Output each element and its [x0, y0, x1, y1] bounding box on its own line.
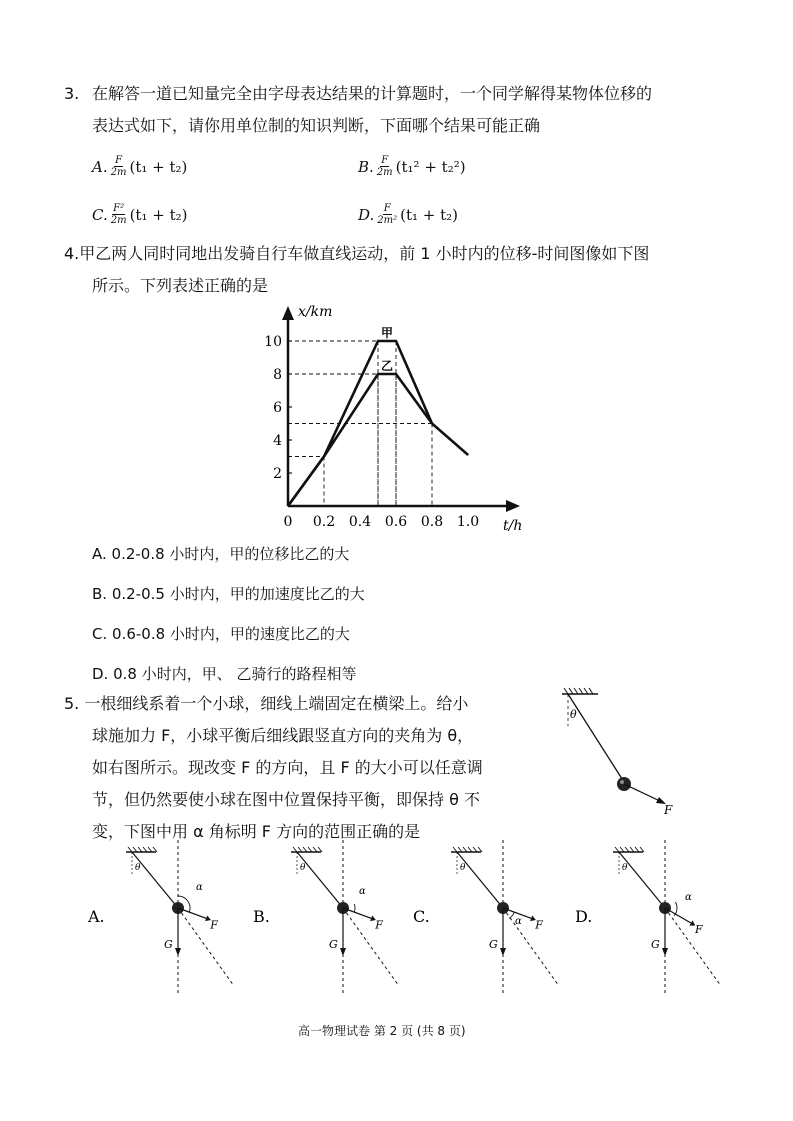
alpha-label: α: [196, 882, 203, 893]
alpha-arc: [509, 912, 514, 918]
page-footer: 高一物理试卷 第 2 页 (共 8 页): [298, 1024, 466, 1038]
string-line: [297, 852, 343, 908]
force-label: F: [694, 923, 703, 936]
option-diagram-a: [88, 840, 234, 996]
ceiling-hatch-icon: [291, 847, 322, 852]
q5-stem-line4: 节，但仍然要使小球在图中位置保持平衡，即保持 θ 不: [92, 790, 480, 809]
gravity-label: G: [329, 938, 338, 951]
series-point-2: [395, 373, 396, 374]
q4-option-a: A. 0.2-0.8 小时内，甲的位移比乙的大: [92, 545, 350, 563]
q5-option-diagrams: [88, 838, 748, 998]
x-tick-label: 0: [283, 514, 293, 530]
x-axis-label: t/h: [503, 518, 523, 534]
q3-stem-line2: 表达式如下，请你用单位制的知识判断，下面哪个结果可能正确: [92, 116, 541, 135]
q5-stem-line5: 变，下图中用 α 角标明 F 方向的范围正确的是: [92, 822, 421, 841]
series-name-1: 甲: [380, 326, 394, 340]
theta-label: θ: [135, 863, 141, 873]
y-tick-label: 2: [273, 466, 282, 482]
y-tick-label: 4: [273, 433, 282, 449]
gravity-label: G: [489, 938, 498, 951]
q3-option-a: A. $\frac{F}{2m}$ (t₁ + t₂): [92, 155, 188, 178]
gravity-label: G: [164, 938, 173, 951]
gravity-arrowhead: [662, 948, 668, 956]
q5-stem-line2: 球施加力 F，小球平衡后细线跟竖直方向的夹角为 θ，: [92, 726, 474, 745]
force-label: F: [535, 918, 543, 932]
x-axis-arrow: [506, 500, 520, 512]
q4-option-c: C. 0.6-0.8 小时内，甲的速度比乙的大: [92, 625, 350, 643]
alpha-label: α: [685, 892, 692, 903]
theta-label: θ: [460, 863, 466, 873]
chart-axes: [282, 306, 520, 512]
option-letter: A.: [88, 907, 105, 926]
gravity-arrowhead: [340, 948, 346, 956]
theta-label: θ: [300, 863, 306, 873]
series-point-1: [395, 340, 396, 341]
ceiling-hatch-icon: [126, 847, 157, 852]
force-arrow: [624, 784, 662, 802]
series-point-1: [377, 340, 378, 341]
theta-label: θ: [570, 708, 577, 721]
series-point-2: [377, 373, 378, 374]
chart-labels: [264, 304, 522, 534]
series-point-2: [323, 456, 324, 457]
q3-option-c: C. $\frac{\text{F²}}{2m}$ (t₁ + t₂): [92, 203, 188, 226]
gravity-arrowhead: [500, 948, 506, 956]
x-tick-label: 0.6: [384, 514, 408, 530]
gravity-arrowhead: [175, 948, 181, 956]
q4-stem-line1: 4.甲乙两人同时同地出发骑自行车做直线运动，前 1 小时内的位移-时间图像如下图: [64, 244, 650, 263]
q4-option-b: B. 0.2-0.5 小时内，甲的加速度比乙的大: [92, 585, 365, 603]
option-letter: B.: [253, 907, 270, 926]
series-name-2: 乙: [380, 359, 394, 373]
pendulum-figure: [558, 686, 688, 816]
gravity-label: G: [651, 938, 660, 951]
theta-label: θ: [622, 863, 628, 873]
ceiling-hatch-icon: [451, 847, 482, 852]
q4-stem-line2: 所示。下列表述正确的是: [92, 276, 269, 295]
x-tick-label: 0.4: [348, 514, 372, 530]
option-diagram-b: [253, 840, 399, 996]
y-tick-label: 10: [264, 334, 282, 350]
y-tick-label: 6: [273, 400, 282, 416]
force-label: F: [375, 918, 383, 932]
q5-stem-line3: 如右图所示。现改变 F 的方向，且 F 的大小可以任意调: [92, 758, 483, 777]
string-line: [132, 852, 178, 908]
q3-number: 3.: [64, 84, 80, 103]
option-letter: D.: [575, 907, 593, 926]
xt-chart: [258, 296, 533, 536]
force-label: F: [664, 803, 673, 816]
alpha-label: α: [515, 916, 522, 927]
series-point-2: [467, 454, 468, 455]
option-letter: C.: [413, 907, 430, 926]
alpha-arc: [354, 904, 355, 912]
force-arrow: [665, 908, 691, 923]
q5-stem-line1: 5. 一根细线系着一个小球，细线上端固定在横梁上。给小: [64, 694, 469, 713]
series-point-2: [287, 505, 288, 506]
q3-option-d: D. $\frac{F}{\text{2m²}}$ (t₁ + t₂): [358, 203, 459, 226]
x-tick-label: 0.2: [312, 514, 336, 530]
q4-option-d: D. 0.8 小时内，甲、 乙骑行的路程相等: [92, 665, 357, 683]
string-extension: [665, 908, 721, 986]
force-label: F: [210, 918, 218, 932]
option-diagram-c: [413, 840, 559, 996]
q3-stem-line1: 在解答一道已知量完全由字母表达结果的计算题时，一个同学解得某物体位移的: [92, 84, 653, 103]
q3-option-b: B. $\frac{F}{2m}$ (t₁² + t₂²): [358, 155, 466, 178]
series-point-2: [431, 423, 432, 424]
y-tick-label: 8: [273, 367, 282, 383]
alpha-label: α: [359, 886, 366, 897]
y-axis-arrow: [282, 306, 294, 320]
ceiling-hatch-icon: [613, 847, 644, 852]
string-line: [457, 852, 503, 908]
ceiling-hatch-icon: [562, 688, 598, 694]
chart-guides: [288, 341, 432, 506]
x-tick-label: 1.0: [456, 514, 480, 530]
string-line: [619, 852, 665, 908]
option-diagram-d: [575, 840, 721, 996]
x-tick-label: 0.8: [420, 514, 444, 530]
y-axis-label: x/km: [298, 304, 333, 320]
